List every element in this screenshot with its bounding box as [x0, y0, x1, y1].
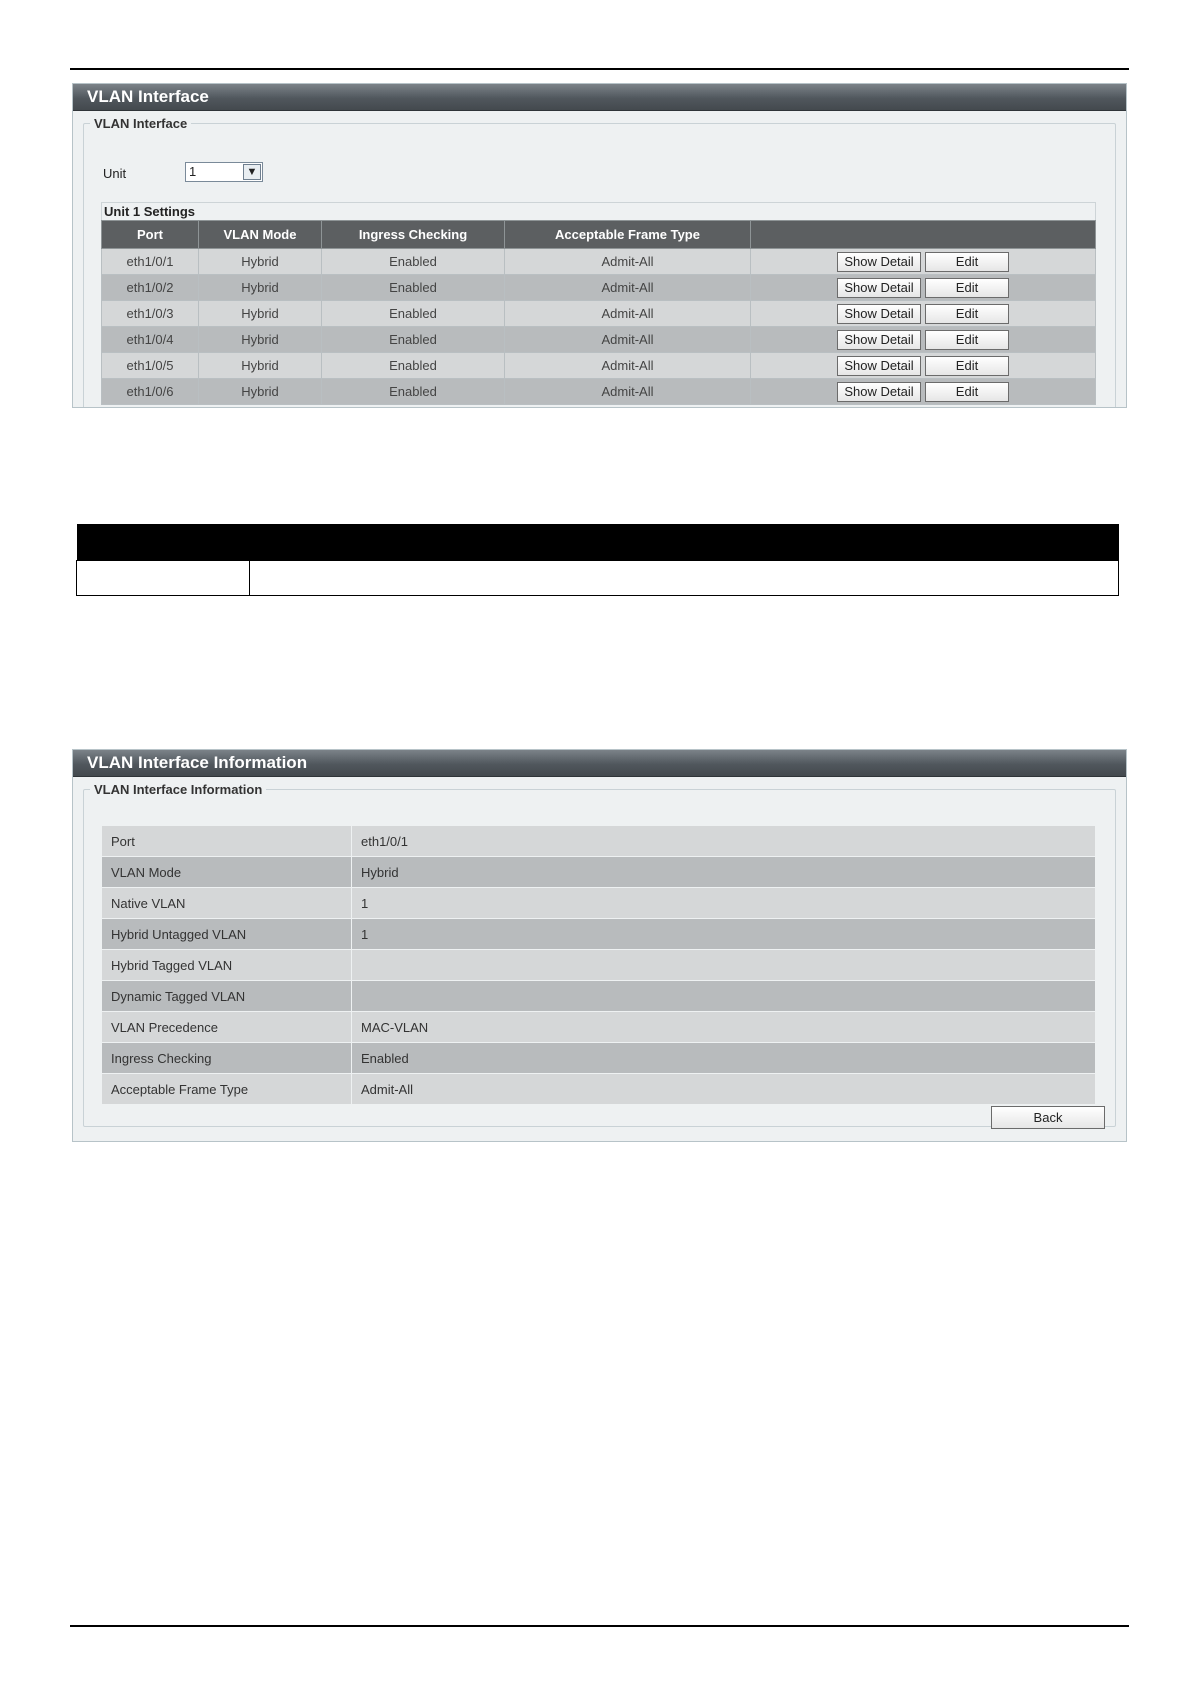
- info-value: 1: [352, 888, 1096, 919]
- port-cell: eth1/0/3: [102, 301, 199, 327]
- unit-label: Unit: [103, 166, 127, 181]
- actions-cell: [751, 301, 1096, 327]
- actions-cell: [751, 275, 1096, 301]
- vlan-mode-cell: Hybrid: [199, 379, 322, 405]
- edit-button[interactable]: Edit: [925, 252, 1009, 272]
- panel-title: VLAN Interface Information: [73, 750, 1126, 777]
- actions-cell: [751, 379, 1096, 405]
- description-header-cell: [77, 524, 1119, 561]
- info-key: VLAN Precedence: [102, 1012, 352, 1043]
- unit-settings-title: Unit 1 Settings: [101, 202, 1096, 220]
- info-key: Hybrid Tagged VLAN: [102, 950, 352, 981]
- edit-button[interactable]: Edit: [925, 278, 1009, 298]
- info-key: VLAN Mode: [102, 857, 352, 888]
- port-cell: eth1/0/5: [102, 353, 199, 379]
- info-row-dynamic-tagged-vlan: [102, 981, 1096, 1012]
- edit-button[interactable]: Edit: [925, 330, 1009, 350]
- table-row: [102, 275, 1096, 301]
- group-legend: VLAN Interface Information: [94, 782, 263, 797]
- vlan-mode-cell: Hybrid: [199, 301, 322, 327]
- frame-type-cell: Admit-All: [505, 379, 751, 405]
- info-value: [352, 950, 1096, 981]
- info-row-ingress-checking: [102, 1043, 1096, 1074]
- description-header-row: [77, 524, 1119, 561]
- unit-select[interactable]: [185, 162, 263, 182]
- info-row-native-vlan: [102, 888, 1096, 919]
- info-value: Admit-All: [352, 1074, 1096, 1105]
- column-header-vlan-mode: VLAN Mode: [199, 221, 322, 249]
- show-detail-button[interactable]: Show Detail: [837, 252, 921, 272]
- vlan-mode-cell: Hybrid: [199, 249, 322, 275]
- vlan-interface-information-table: [101, 825, 1096, 1105]
- info-value: eth1/0/1: [352, 826, 1096, 857]
- group-legend: VLAN Interface: [94, 116, 188, 131]
- table-row: [102, 249, 1096, 275]
- info-key: Dynamic Tagged VLAN: [102, 981, 352, 1012]
- table-row: [102, 379, 1096, 405]
- show-detail-button[interactable]: Show Detail: [837, 330, 921, 350]
- show-detail-button[interactable]: Show Detail: [837, 382, 921, 402]
- ingress-checking-cell: Enabled: [322, 379, 505, 405]
- port-cell: eth1/0/6: [102, 379, 199, 405]
- info-row-hybrid-tagged-vlan: [102, 950, 1096, 981]
- description-row: [77, 561, 1119, 596]
- show-detail-button[interactable]: Show Detail: [837, 304, 921, 324]
- column-header-acceptable-frame-type: Acceptable Frame Type: [505, 221, 751, 249]
- unit-select-value: 1: [189, 164, 197, 179]
- info-value: Enabled: [352, 1043, 1096, 1074]
- ingress-checking-cell: Enabled: [322, 275, 505, 301]
- info-value: MAC-VLAN: [352, 1012, 1096, 1043]
- info-row-vlan-mode: [102, 857, 1096, 888]
- back-button[interactable]: Back: [991, 1106, 1105, 1129]
- table-row: [102, 353, 1096, 379]
- column-header-ingress-checking: Ingress Checking: [322, 221, 505, 249]
- port-cell: eth1/0/2: [102, 275, 199, 301]
- info-value: Hybrid: [352, 857, 1096, 888]
- frame-type-cell: Admit-All: [505, 249, 751, 275]
- info-key: Ingress Checking: [102, 1043, 352, 1074]
- info-key: Acceptable Frame Type: [102, 1074, 352, 1105]
- info-row-acceptable-frame-type: [102, 1074, 1096, 1105]
- edit-button[interactable]: Edit: [925, 356, 1009, 376]
- actions-cell: [751, 327, 1096, 353]
- edit-button[interactable]: Edit: [925, 382, 1009, 402]
- vlan-interface-panel: [72, 83, 1127, 408]
- info-row-port: [102, 826, 1096, 857]
- description-text-cell: [250, 561, 1119, 596]
- column-header-port: Port: [102, 221, 199, 249]
- column-header-actions: [751, 221, 1096, 249]
- port-cell: eth1/0/4: [102, 327, 199, 353]
- actions-cell: [751, 353, 1096, 379]
- vlan-mode-cell: Hybrid: [199, 327, 322, 353]
- table-header-row: [102, 221, 1096, 249]
- vlan-interface-information-panel: [72, 749, 1127, 1142]
- info-value: [352, 981, 1096, 1012]
- info-key: Hybrid Untagged VLAN: [102, 919, 352, 950]
- ingress-checking-cell: Enabled: [322, 301, 505, 327]
- edit-button[interactable]: Edit: [925, 304, 1009, 324]
- page-footer-rule: [70, 1625, 1129, 1627]
- show-detail-button[interactable]: Show Detail: [837, 278, 921, 298]
- ingress-checking-cell: Enabled: [322, 353, 505, 379]
- vlan-mode-cell: Hybrid: [199, 275, 322, 301]
- panel-title: VLAN Interface: [73, 84, 1126, 111]
- show-detail-button[interactable]: Show Detail: [837, 356, 921, 376]
- frame-type-cell: Admit-All: [505, 327, 751, 353]
- info-row-vlan-precedence: [102, 1012, 1096, 1043]
- chevron-down-icon[interactable]: ▼: [243, 164, 261, 180]
- info-value: 1: [352, 919, 1096, 950]
- description-table: [76, 524, 1119, 596]
- info-key: Port: [102, 826, 352, 857]
- frame-type-cell: Admit-All: [505, 301, 751, 327]
- description-param-cell: [77, 561, 250, 596]
- table-row: [102, 327, 1096, 353]
- actions-cell: [751, 249, 1096, 275]
- frame-type-cell: Admit-All: [505, 275, 751, 301]
- ingress-checking-cell: Enabled: [322, 249, 505, 275]
- frame-type-cell: Admit-All: [505, 353, 751, 379]
- info-key: Native VLAN: [102, 888, 352, 919]
- port-cell: eth1/0/1: [102, 249, 199, 275]
- table-row: [102, 301, 1096, 327]
- vlan-mode-cell: Hybrid: [199, 353, 322, 379]
- info-row-hybrid-untagged-vlan: [102, 919, 1096, 950]
- page-header-rule: [70, 68, 1129, 70]
- vlan-interface-table: [101, 220, 1096, 405]
- ingress-checking-cell: Enabled: [322, 327, 505, 353]
